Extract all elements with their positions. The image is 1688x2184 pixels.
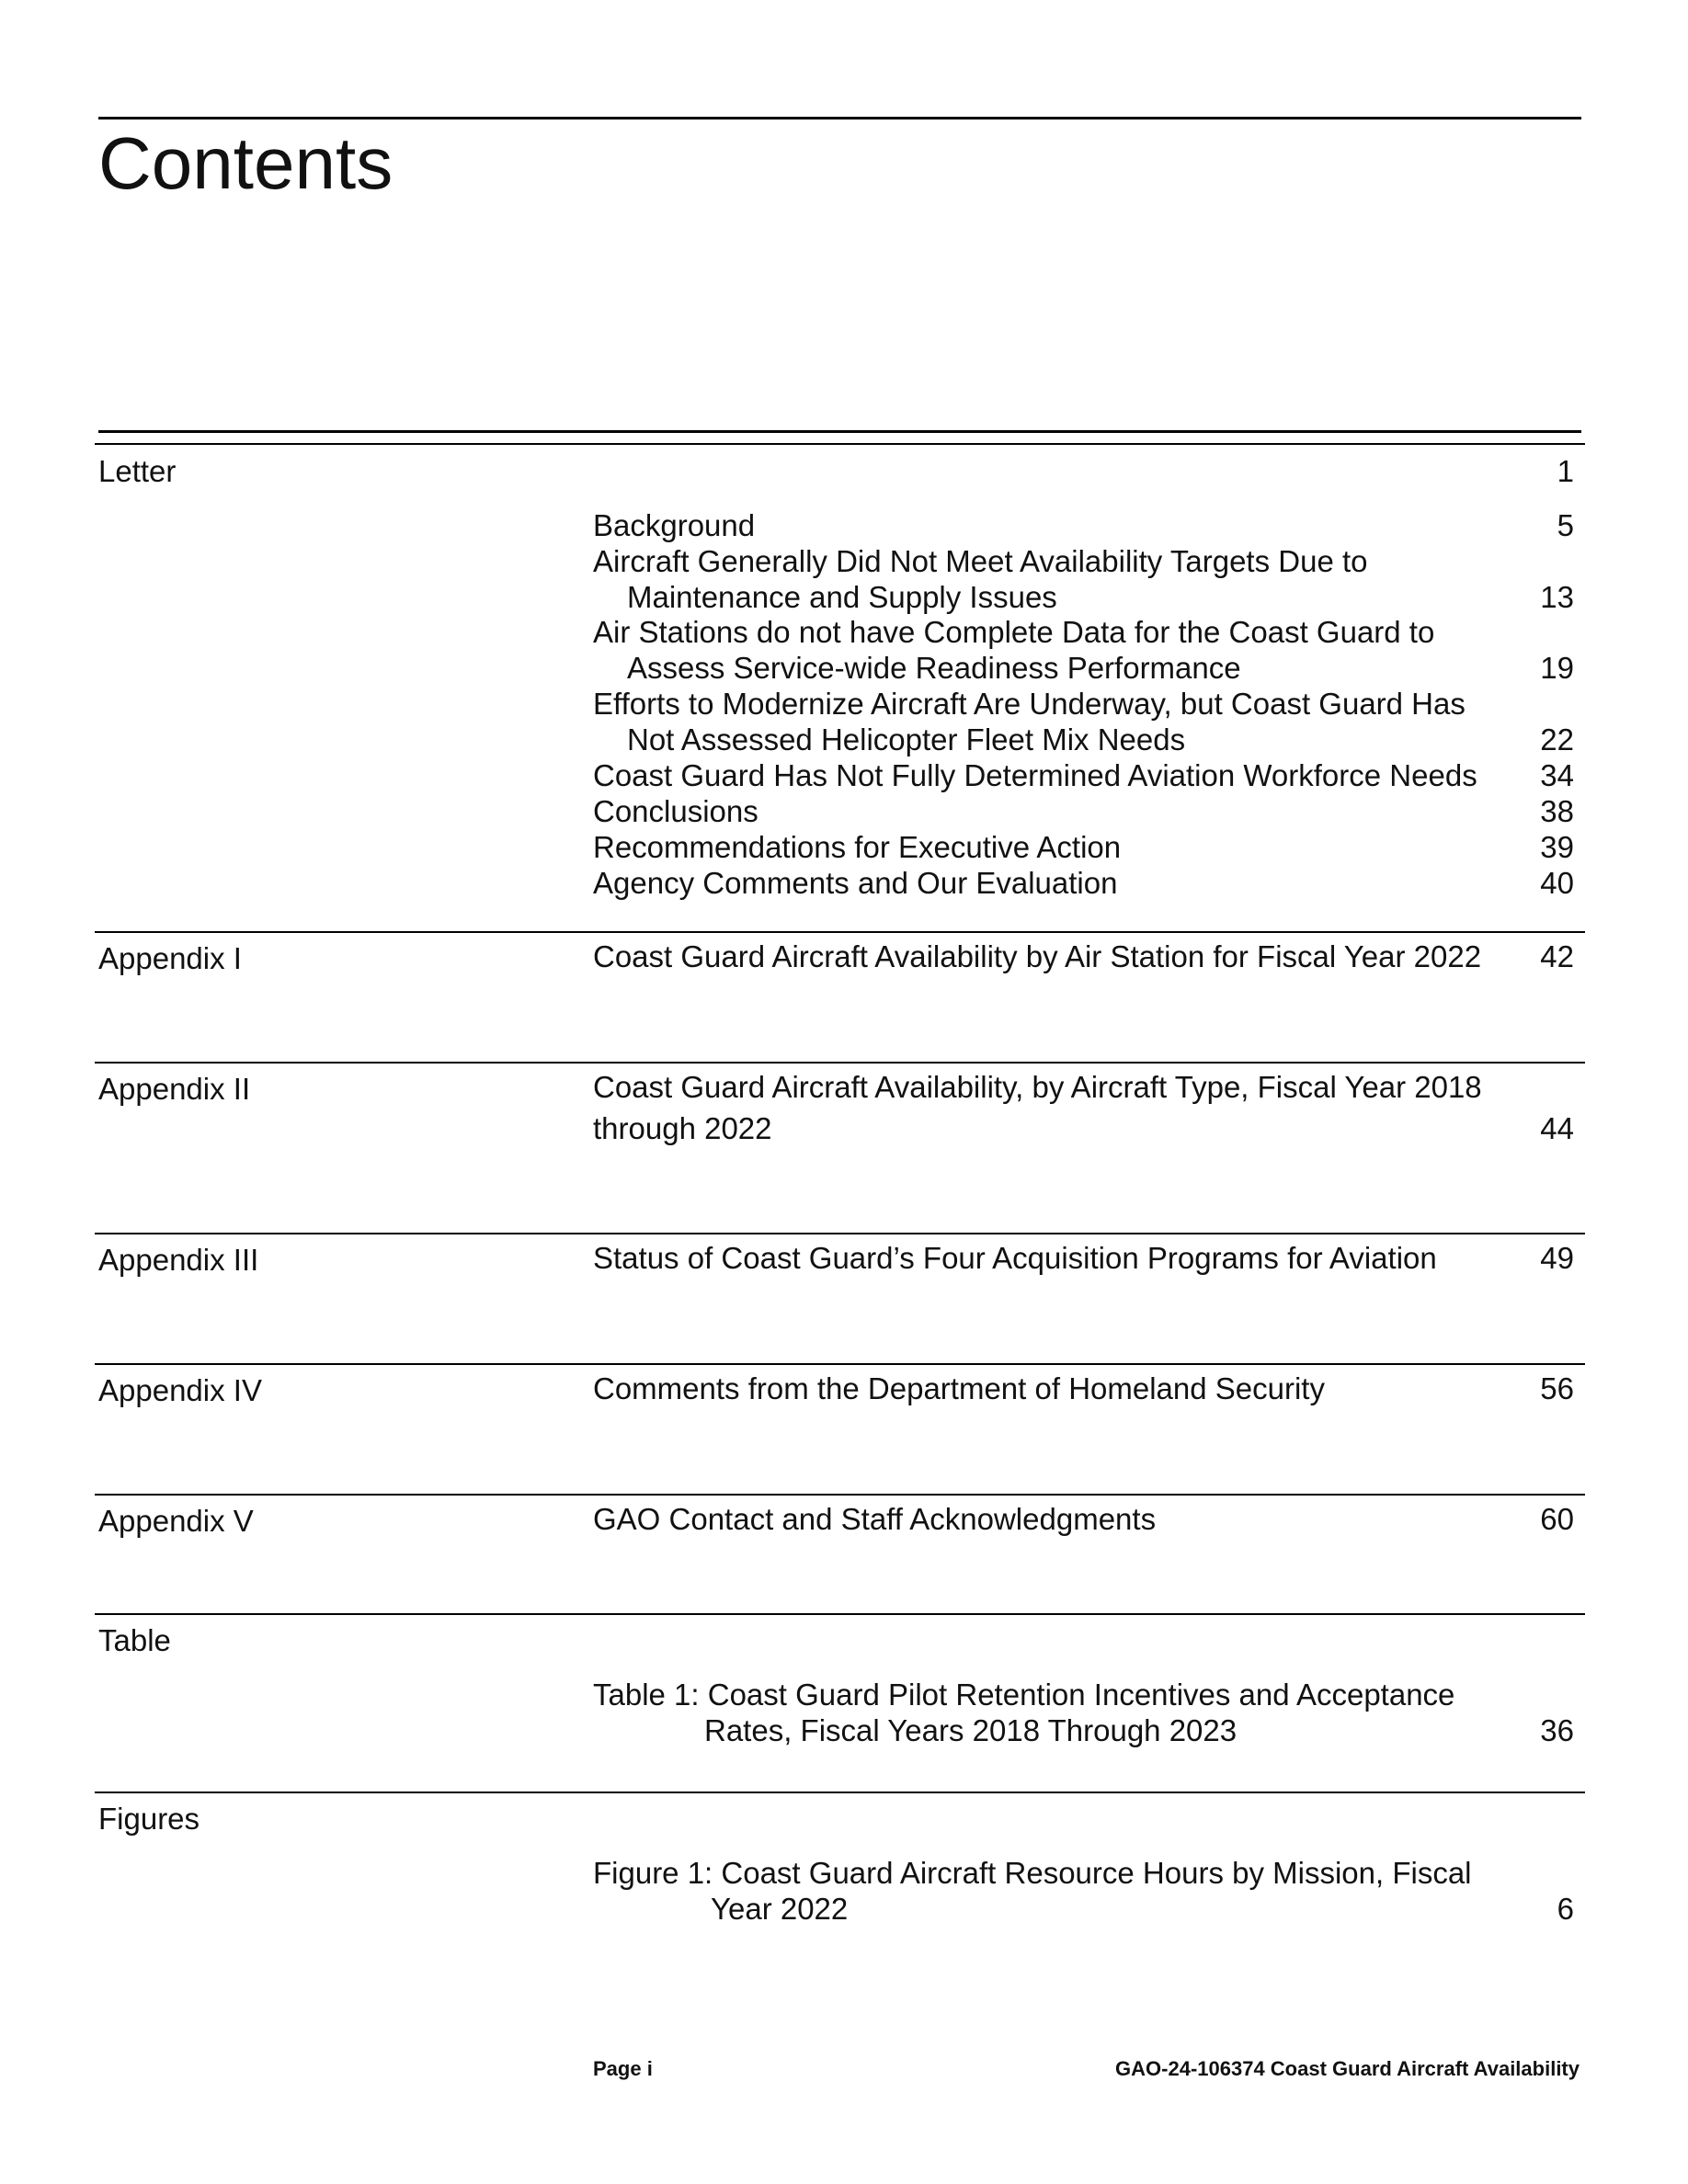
page-number: 5 <box>1557 508 1574 542</box>
page-number: 6 <box>1557 1892 1574 1926</box>
toc-entry-appendix-i[interactable]: Coast Guard Aircraft Availability by Air Station for Fiscal Year 2022 <box>593 939 1482 973</box>
section-divider <box>95 1233 1585 1234</box>
section-label-appendix-iii: Appendix III <box>98 1243 259 1277</box>
section-divider <box>95 931 1585 933</box>
toc-entry-background[interactable]: Background <box>593 508 756 542</box>
toc-entry-availability-targets[interactable]: Aircraft Generally Did Not Meet Availability Targets Due to <box>593 544 1368 578</box>
title-rule <box>98 117 1581 119</box>
section-divider <box>95 1613 1585 1615</box>
toc-entry-agency-comments[interactable]: Agency Comments and Our Evaluation <box>593 866 1118 900</box>
page-number: 49 <box>1540 1241 1574 1275</box>
section-label-table: Table <box>98 1623 171 1657</box>
toc-entry-workforce[interactable]: Coast Guard Has Not Fully Determined Aviation Workforce Needs <box>593 758 1477 792</box>
toc-entry-conclusions[interactable]: Conclusions <box>593 794 758 828</box>
section-label-appendix-ii: Appendix II <box>98 1072 251 1106</box>
toc-entry-air-stations[interactable]: Air Stations do not have Complete Data for the Coast Guard to <box>593 615 1435 649</box>
toc-entry-recommendations[interactable]: Recommendations for Executive Action <box>593 830 1122 864</box>
page-number: 40 <box>1540 866 1574 900</box>
toc-entry-figure-1[interactable]: Figure 1: Coast Guard Aircraft Resource Hours by Mission, Fiscal <box>593 1856 1472 1890</box>
page-number: 34 <box>1540 758 1574 792</box>
section-divider <box>95 1494 1585 1496</box>
footer-page-label: Page i <box>593 2057 653 2080</box>
toc-entry-appendix-ii[interactable]: Coast Guard Aircraft Availability, by Aircraft Type, Fiscal Year 2018 <box>593 1070 1482 1104</box>
toc-entry-appendix-v[interactable]: GAO Contact and Staff Acknowledgments <box>593 1502 1157 1536</box>
section-label-appendix-v: Appendix V <box>98 1504 254 1538</box>
page-number: 42 <box>1540 939 1574 973</box>
page-number: 19 <box>1540 651 1574 685</box>
page-number: 44 <box>1540 1111 1574 1145</box>
section-label-appendix-iv: Appendix IV <box>98 1373 262 1407</box>
page-number: 39 <box>1540 830 1574 864</box>
page-number: 13 <box>1540 580 1574 614</box>
toc-entry-appendix-iv[interactable]: Comments from the Department of Homeland Security <box>593 1371 1325 1405</box>
section-label-letter: Letter <box>98 454 177 488</box>
page-title: Contents <box>98 122 393 204</box>
contents-rule-thin <box>95 443 1585 445</box>
page-number: 56 <box>1540 1371 1574 1405</box>
section-divider <box>95 1792 1585 1793</box>
page-number: 60 <box>1540 1502 1574 1536</box>
toc-entry-figure-1-cont[interactable]: Year 2022 <box>711 1892 849 1926</box>
page-number: 36 <box>1540 1713 1574 1747</box>
section-divider <box>95 1363 1585 1365</box>
footer-report-id: GAO-24-106374 Coast Guard Aircraft Availability <box>1115 2057 1580 2080</box>
toc-entry-modernize[interactable]: Efforts to Modernize Aircraft Are Underway, but Coast Guard Has <box>593 687 1466 721</box>
toc-entry-appendix-iii[interactable]: Status of Coast Guard’s Four Acquisition Programs for Aviation <box>593 1241 1437 1275</box>
toc-entry-table-1[interactable]: Table 1: Coast Guard Pilot Retention Incentives and Acceptance <box>593 1678 1455 1712</box>
toc-entry-table-1-cont[interactable]: Rates, Fiscal Years 2018 Through 2023 <box>704 1713 1237 1747</box>
page-number: 1 <box>1557 454 1574 488</box>
section-label-figures: Figures <box>98 1802 200 1836</box>
toc-entry-appendix-ii-cont[interactable]: through 2022 <box>593 1111 772 1145</box>
toc-entry-modernize-cont[interactable]: Not Assessed Helicopter Fleet Mix Needs <box>627 722 1186 756</box>
toc-entry-availability-targets-cont[interactable]: Maintenance and Supply Issues <box>627 580 1057 614</box>
toc-entry-air-stations-cont[interactable]: Assess Service-wide Readiness Performance <box>627 651 1241 685</box>
contents-rule-thick <box>98 430 1581 433</box>
page-number: 22 <box>1540 722 1574 756</box>
section-label-appendix-i: Appendix I <box>98 941 242 975</box>
section-divider <box>95 1062 1585 1064</box>
page-number: 38 <box>1540 794 1574 828</box>
